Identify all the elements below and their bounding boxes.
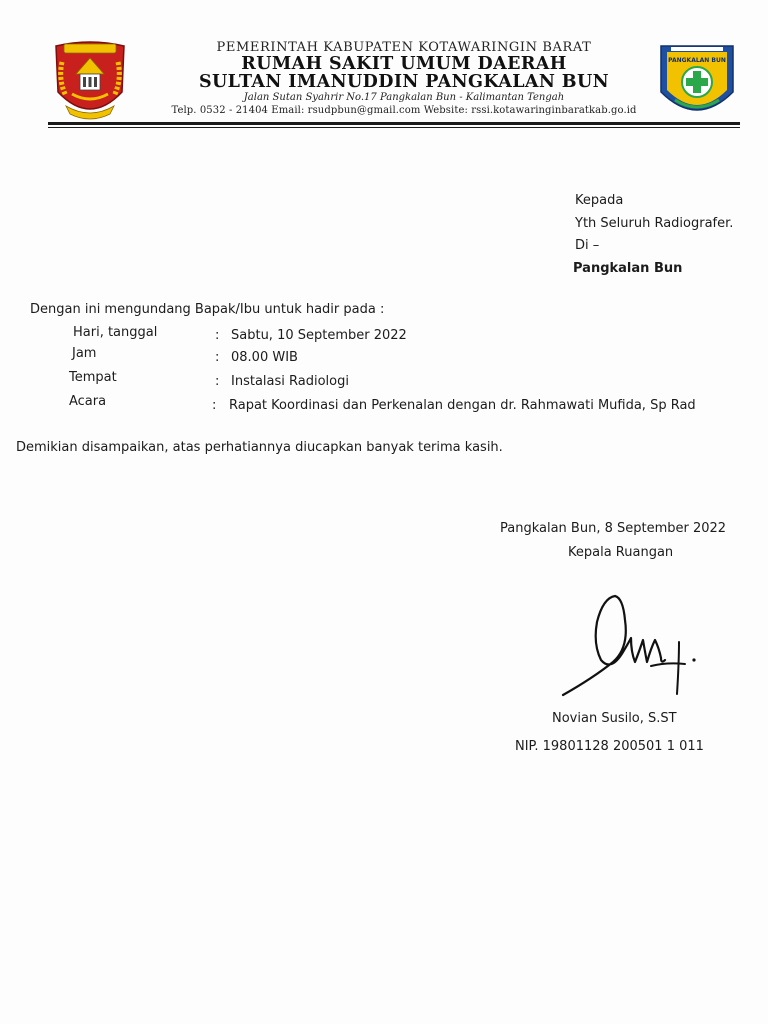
letterhead [110,40,698,117]
detail-value-event: Rapat Koordinasi dan Perkenalan dengan dr. Rahmawati Mufida, Sp Rad [229,398,696,413]
hospital-emblem-label: PANGKALAN BUN [668,57,726,64]
detail-label-date: Hari, tanggal [73,325,158,340]
signature-name: Novian Susilo, S.ST [552,711,677,726]
letterhead-address: Jalan Sutan Syahrir No.17 Pangkalan Bun - Kalimantan Tengah [243,92,565,103]
handwritten-signature [555,582,705,702]
detail-label-time: Jam [72,346,97,361]
letter-intro: Dengan ini mengundang Bapak/Ibu untuk hadir pada : [30,302,385,317]
signature-nip: NIP. 19801128 200501 1 011 [515,739,704,754]
detail-label-place: Tempat [69,370,117,385]
detail-value-place: Instalasi Radiologi [231,374,349,389]
letterhead-contact: Telp. 0532 - 21404 Email: rsudpbun@gmail.com Website: rssi.kotawaringinbaratkab.go.id [171,105,637,116]
recipient-greeting: Yth Seluruh Radiografer. [575,216,734,231]
hospital-emblem-icon [657,42,737,124]
detail-separator-place: : [215,374,220,389]
recipient-to: Kepada [575,193,624,208]
letterhead-rule-thick [48,122,740,125]
recipient-at: Di – [575,238,600,253]
detail-label-event: Acara [69,394,107,409]
recipient-place: Pangkalan Bun [573,261,683,276]
signature-place-date: Pangkalan Bun, 8 September 2022 [500,521,727,536]
letterhead-government: PEMERINTAH KABUPATEN KOTAWARINGIN BARAT [216,40,592,55]
detail-separator-date: : [215,328,220,343]
letterhead-hospital-name-2: SULTAN IMANUDDIN PANGKALAN BUN [198,72,610,92]
letterhead-hospital-name-1: RUMAH SAKIT UMUM DAERAH [241,54,567,74]
detail-separator-time: : [215,350,220,365]
detail-value-time: 08.00 WIB [231,350,298,365]
detail-value-date: Sabtu, 10 September 2022 [231,328,407,343]
signature-position: Kepala Ruangan [568,545,674,560]
letter-closing: Demikian disampaikan, atas perhatiannya diucapkan banyak terima kasih. [16,440,503,455]
letterhead-rule-thin [48,127,740,128]
detail-separator-event: : [212,398,217,413]
